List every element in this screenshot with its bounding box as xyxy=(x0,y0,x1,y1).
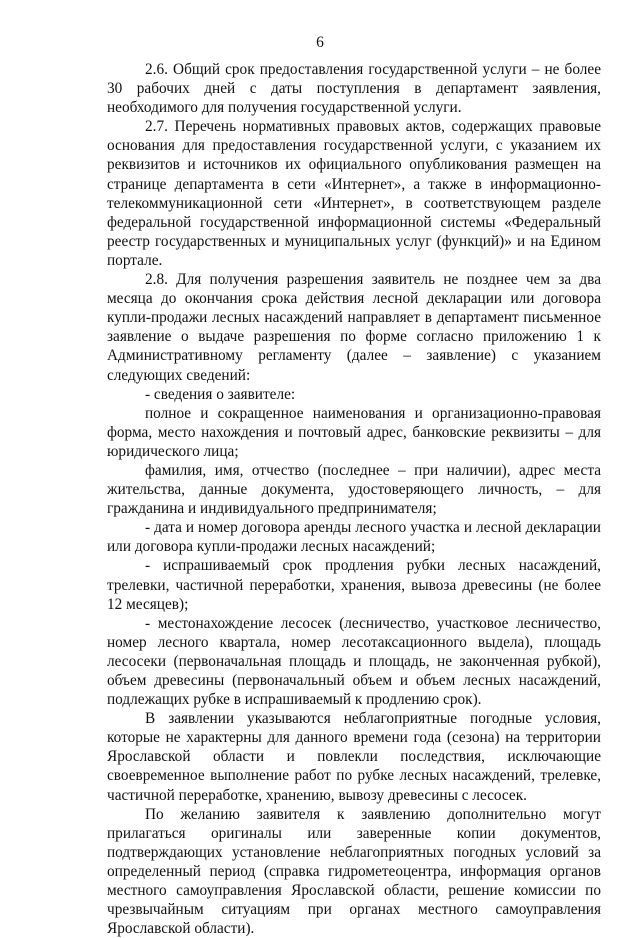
paragraph-supporting-documents: По желанию заявителя к заявлению дополнительно могут прилагаться оригиналы или заверенные копии документов, подтверждающих установление неблагоприятных погодных условий за определенный период (справка гидрометеоцентра, информация органов местного самоуправления Ярославской области, решение комиссии по чрезвычайным ситуациям при органах местного самоуправления Ярославской области). xyxy=(107,805,601,938)
list-item-contract: - дата и номер договора аренды лесного участка и лесной декларации или договора купли-продажи лесных насаждений; xyxy=(107,519,601,556)
paragraph-weather-conditions: В заявлении указываются неблагоприятные погодные условия, которые не характерны для данного времени года (сезона) на территории Ярославской области и повлекли последствия, исключающие своевременное выполнение работ по рубке лесных насаждений, трелевке, частичной переработке, хранению, вывозу древесины с лесосек. xyxy=(107,710,601,804)
paragraph-2-8: 2.8. Для получения разрешения заявитель не позднее чем за два месяца до окончания срока действия лесной декларации или договора купли-продажи лесных насаждений направляет в департамент письменное заявление о выдаче разрешения по форме согласно приложению 1 к Административному регламенту (далее – заявление) с указанием следующих сведений: xyxy=(107,271,601,384)
list-item-cutting-area-location: - местонахождение лесосек (лесничество, участковое лесничество, номер лесного квартала, номер лесотаксационного выдела), площадь лесосеки (первоначальная площадь и площадь, не законченная рубкой), объем древесины (первоначальный объем и объем лесных насаждений, подлежащих рубке в испрашиваемый к продлению срок). xyxy=(107,614,601,709)
list-item-applicant-info: - сведения о заявителе: xyxy=(145,385,296,403)
paragraph-2-6: 2.6. Общий срок предоставления государственной услуги – не более 30 рабочих дней с даты поступления в департамент заявления, необходимого для получения государственной услуги. xyxy=(107,61,601,117)
page-number: 6 xyxy=(316,34,324,51)
paragraph-2-7: 2.7. Перечень нормативных правовых актов, содержащих правовые основания для предоставления государственной услуги, с указанием их реквизитов и источников их официального опубликования размещен на странице департамента в сети «Интернет», а также в информационно-телекоммуникационной сети «Интернет», в соответствующем разделе федеральной государственной информационной системы «Федеральный реестр государственных и муниципальных услуг (функций)» и на Едином портале. xyxy=(107,118,601,269)
paragraph-legal-entity: полное и сокращенное наименования и организационно-правовая форма, место нахождения и почтовый адрес, банковские реквизиты – для юридического лица; xyxy=(107,404,601,460)
document-body xyxy=(107,60,601,938)
list-item-extension-term: - испрашиваемый срок продления рубки лесных насаждений, трелевки, частичной переработки, хранения, вывоза древесины (не более 12 месяцев); xyxy=(107,557,601,613)
paragraph-individual: фамилия, имя, отчество (последнее – при наличии), адрес места жительства, данные документа, удостоверяющего личность, – для гражданина и индивидуального предпринимателя; xyxy=(107,461,601,518)
